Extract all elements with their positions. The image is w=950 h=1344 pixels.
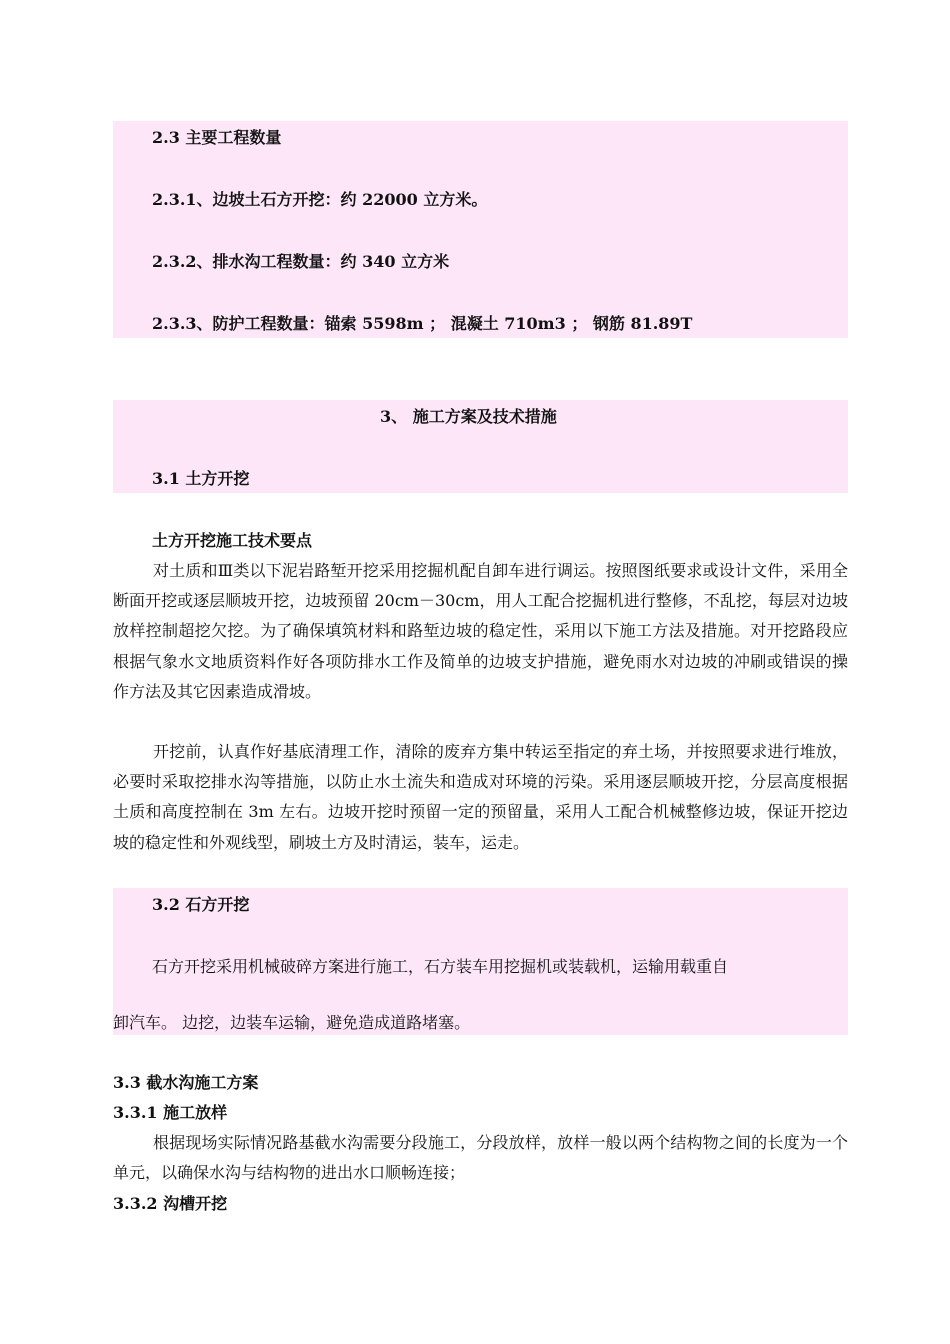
section-3-1-title: 3.1 土方开挖 <box>152 469 250 488</box>
section-3-3-1-title: 3.3.1 施工放样 <box>113 1103 228 1122</box>
section-3-2-line-1: 石方开挖采用机械破碎方案进行施工，石方装车用挖掘机或装载机，运输用载重自 <box>152 957 729 976</box>
item-2-3-2: 2.3.2、排水沟工程数量：约 340 立方米 <box>152 252 450 271</box>
section-3-3-2-title: 3.3.2 沟槽开挖 <box>113 1194 228 1213</box>
section-2-3-title: 2.3 主要工程数量 <box>152 128 282 147</box>
earth-paragraph-1: 对土质和Ⅲ类以下泥岩路堑开挖采用挖掘机配自卸车进行调运。按照图纸要求或设计文件，采用全断面开挖或逐层顺坡开挖，边坡预留 20cm－30cm，用人工配合挖掘机进行整修，不乱挖，每层对边坡放样控制超挖欠挖。为了确保填筑材料和路堑边坡的稳定性，采用以下施工方法及措施。对开挖路段应根据气象水文地质资料作好各项防排水工作及简单的边坡支护措施，避免雨水对边坡的冲刷或错误的操作方法及其它因素造成滑坡。 <box>113 561 848 701</box>
earth-paragraph-2: 开挖前，认真作好基底清理工作，清除的废弃方集中转运至指定的弃土场，并按照要求进行堆放，必要时采取挖排水沟等措施，以防止水土流失和造成对环境的污染。采用逐层顺坡开挖，分层高度根据土质和高度控制在 3m 左右。边坡开挖时预留一定的预留量，采用人工配合机械整修边坡，保证开挖边坡的稳定性和外观线型，刷坡土方及时清运，装车，运走。 <box>113 742 848 852</box>
section-3-3-1-paragraph: 根据现场实际情况路基截水沟需要分段施工，分段放样，放样一般以两个结构物之间的长度为一个单元，以确保水沟与结构物的进出水口顺畅连接； <box>113 1133 848 1183</box>
section-3-3-title: 3.3 截水沟施工方案 <box>113 1073 259 1092</box>
item-2-3-3: 2.3.3、防护工程数量：锚索 5598m ； 混凝土 710m3 ； 钢筋 81.89T <box>152 314 693 333</box>
section-3-2-line-2: 卸汽车。 边挖，边装车运输，避免造成道路堵塞。 <box>113 1013 471 1032</box>
section-3-title: 3、 施工方案及技术措施 <box>380 407 557 426</box>
section-2-3-band <box>113 121 848 338</box>
earth-heading: 土方开挖施工技术要点 <box>152 531 313 550</box>
item-2-3-1: 2.3.1、边坡土石方开挖：约 22000 立方米。 <box>152 190 488 209</box>
section-3-2-title: 3.2 石方开挖 <box>152 895 250 914</box>
